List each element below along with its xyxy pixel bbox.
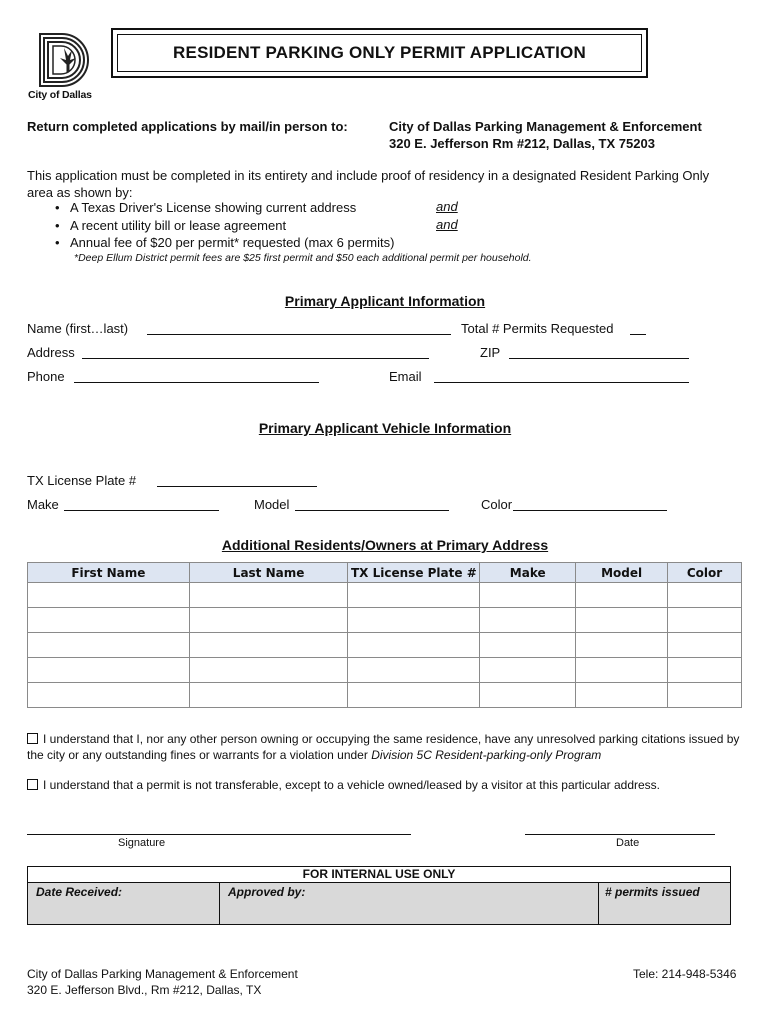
- table-row: [28, 583, 742, 608]
- column-header: Last Name: [189, 563, 348, 583]
- table-cell[interactable]: [189, 633, 348, 658]
- date-field[interactable]: [525, 834, 715, 835]
- additional-residents-heading: Additional Residents/Owners at Primary Address: [221, 537, 549, 553]
- address-label: Address: [27, 345, 75, 360]
- table-cell[interactable]: [28, 633, 190, 658]
- fee-note: *Deep Ellum District permit fees are $25 first permit and $50 each additional permit per household.: [74, 252, 532, 264]
- table-cell[interactable]: [480, 683, 576, 708]
- table-cell[interactable]: [28, 658, 190, 683]
- return-address-line1: City of Dallas Parking Management & Enforcement: [389, 119, 702, 134]
- title-box: [111, 28, 648, 78]
- plate-field[interactable]: [157, 486, 317, 487]
- column-header: Color: [668, 563, 742, 583]
- model-field[interactable]: [295, 510, 449, 511]
- table-cell[interactable]: [480, 583, 576, 608]
- table-cell[interactable]: [480, 633, 576, 658]
- acknowledgement-text: I understand that a permit is not transferable, except to a vehicle owned/leased by a visitor at this particular address.: [43, 778, 660, 792]
- email-field[interactable]: [434, 382, 689, 383]
- footer-line2: 320 E. Jefferson Blvd., Rm #212, Dallas, TX: [27, 983, 262, 997]
- acknowledgement-transfer: [27, 777, 742, 793]
- column-header: Make: [480, 563, 576, 583]
- table-cell[interactable]: [576, 658, 668, 683]
- table-cell[interactable]: [348, 583, 480, 608]
- column-header: Model: [576, 563, 668, 583]
- requirement-item: • A Texas Driver's License showing current address: [52, 199, 432, 217]
- date-received-label: Date Received:: [36, 885, 123, 899]
- date-received-cell[interactable]: [28, 882, 220, 925]
- name-field[interactable]: [147, 334, 451, 335]
- table-cell[interactable]: [189, 583, 348, 608]
- requirements-list: [52, 199, 432, 252]
- table-cell[interactable]: [576, 633, 668, 658]
- table-cell[interactable]: [28, 683, 190, 708]
- column-header: First Name: [28, 563, 190, 583]
- table-cell[interactable]: [668, 683, 742, 708]
- model-label: Model: [254, 497, 290, 512]
- make-label: Make: [27, 497, 59, 512]
- name-label: Name (first…last): [27, 321, 129, 336]
- acknowledgement-program: Division 5C Resident-parking-only Program: [371, 748, 602, 762]
- logo-text: City of Dallas: [28, 89, 92, 101]
- approved-by-cell[interactable]: [220, 882, 599, 925]
- footer-line1: City of Dallas Parking Management & Enforcement: [27, 967, 298, 981]
- table-cell[interactable]: [480, 608, 576, 633]
- table-cell[interactable]: [668, 658, 742, 683]
- table-cell[interactable]: [189, 608, 348, 633]
- and-conjunction: and: [436, 199, 458, 214]
- date-label: Date: [616, 837, 640, 849]
- additional-residents-table: [27, 562, 742, 708]
- signature-label: Signature: [118, 837, 166, 849]
- citations-checkbox[interactable]: [27, 733, 38, 744]
- and-conjunction: and: [436, 217, 458, 232]
- approved-by-label: Approved by:: [228, 885, 306, 899]
- requirement-item: • A recent utility bill or lease agreement: [52, 217, 432, 235]
- email-label: Email: [389, 369, 422, 384]
- table-cell[interactable]: [576, 683, 668, 708]
- table-cell[interactable]: [668, 633, 742, 658]
- table-cell[interactable]: [28, 608, 190, 633]
- transfer-checkbox[interactable]: [27, 779, 38, 790]
- footer-address: [27, 966, 298, 998]
- table-cell[interactable]: [348, 658, 480, 683]
- table-cell[interactable]: [348, 683, 480, 708]
- column-header: TX License Plate #: [348, 563, 480, 583]
- acknowledgement-text: I understand that I, nor any other person owning or occupying the same residence, have any unresolved parking citations issued by the city or any outstanding fines or warrants for a violation under: [27, 732, 740, 762]
- intro-text: This application must be completed in its entirety and include proof of residency in a designated Resident Parking Only area as shown by:: [27, 168, 710, 200]
- table-cell[interactable]: [668, 583, 742, 608]
- table-cell[interactable]: [576, 608, 668, 633]
- zip-field[interactable]: [509, 358, 689, 359]
- table-cell[interactable]: [576, 583, 668, 608]
- internal-use-box: [27, 866, 731, 925]
- permits-requested-field[interactable]: [630, 334, 646, 335]
- requirement-item: • Annual fee of $20 per permit* requested (max 6 permits): [52, 234, 432, 252]
- footer-phone: Tele: 214-948-5346: [633, 967, 737, 981]
- table-row: [28, 683, 742, 708]
- permits-issued-cell[interactable]: [599, 882, 730, 925]
- internal-use-heading: FOR INTERNAL USE ONLY: [28, 867, 730, 883]
- phone-label: Phone: [27, 369, 65, 384]
- primary-applicant-heading: Primary Applicant Information: [284, 293, 486, 309]
- return-address-line2: 320 E. Jefferson Rm #212, Dallas, TX 75203: [389, 136, 655, 151]
- table-cell[interactable]: [348, 608, 480, 633]
- return-label: Return completed applications by mail/in person to:: [27, 119, 348, 134]
- table-row: [28, 633, 742, 658]
- vehicle-heading: Primary Applicant Vehicle Information: [258, 420, 512, 436]
- phone-field[interactable]: [74, 382, 319, 383]
- make-field[interactable]: [64, 510, 219, 511]
- address-field[interactable]: [82, 358, 429, 359]
- zip-label: ZIP: [480, 345, 501, 360]
- permits-requested-label: Total # Permits Requested: [461, 321, 614, 336]
- permits-issued-label: # permits issued: [605, 885, 700, 899]
- plate-label: TX License Plate #: [27, 473, 137, 488]
- table-row: [28, 608, 742, 633]
- color-field[interactable]: [513, 510, 667, 511]
- color-label: Color: [481, 497, 513, 512]
- table-header-row: [28, 563, 742, 583]
- table-cell[interactable]: [189, 683, 348, 708]
- table-cell[interactable]: [28, 583, 190, 608]
- table-cell[interactable]: [189, 658, 348, 683]
- table-cell[interactable]: [480, 658, 576, 683]
- table-cell[interactable]: [348, 633, 480, 658]
- page-title: RESIDENT PARKING ONLY PERMIT APPLICATION: [117, 34, 642, 72]
- acknowledgement-citations: [27, 731, 742, 763]
- table-cell[interactable]: [668, 608, 742, 633]
- table-row: [28, 658, 742, 683]
- signature-field[interactable]: [27, 834, 411, 835]
